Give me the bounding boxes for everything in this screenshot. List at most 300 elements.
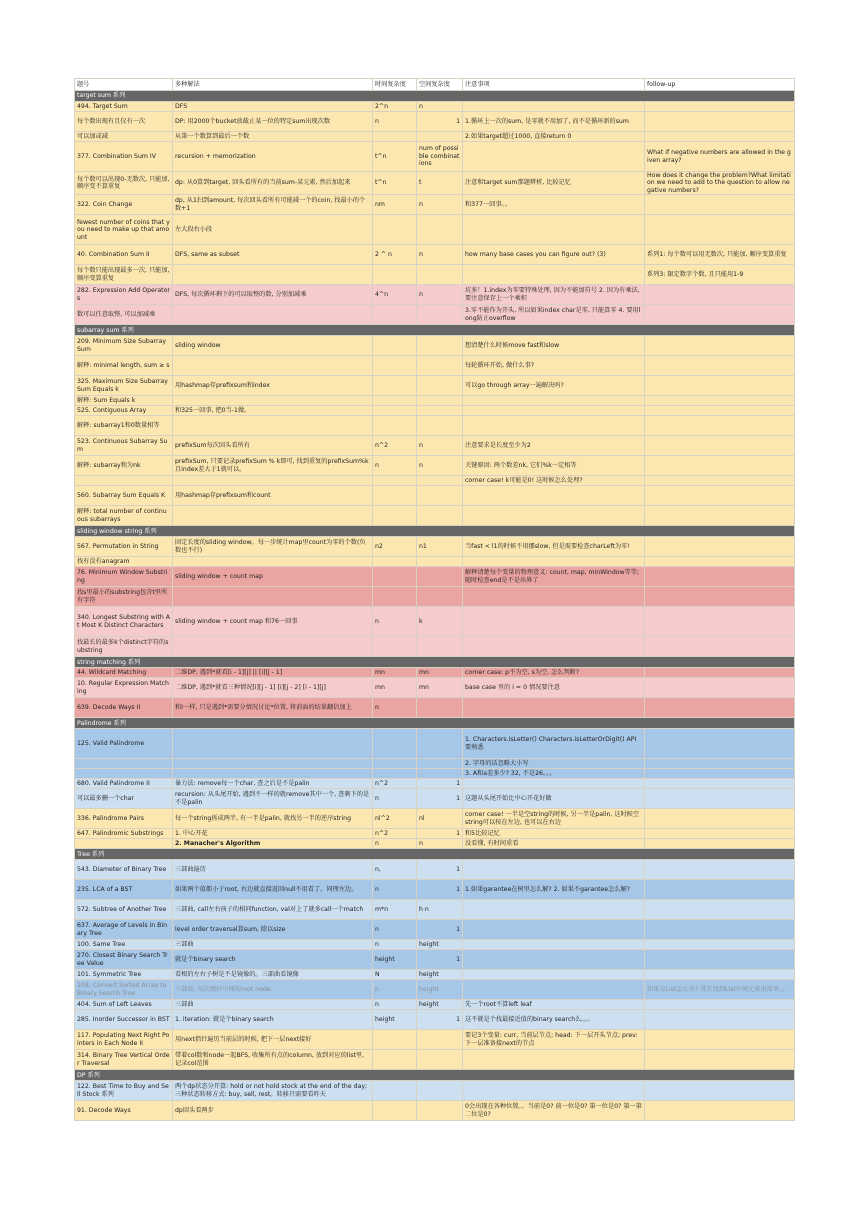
cell-time: n, [373, 860, 417, 880]
section-row [75, 526, 795, 537]
cell-follow-up [645, 839, 795, 849]
cell-problem: 每个数出现有且仅有一次 [75, 112, 173, 132]
cell-time [373, 486, 417, 506]
cell-solution: 如果两个值都小于root, 右边就直接返回null不用看了。同理左边。 [173, 880, 373, 900]
cell-solution: DP: 用2000个bucket放截止某一位的特定sum出现次数 [173, 112, 373, 132]
table-row [75, 142, 795, 172]
cell-problem: 282. Expression Add Operators [75, 285, 173, 305]
cell-problem: 340. Longest Substring with At Most K Distinct Characters [75, 607, 173, 637]
cell-solution: dp: 从0算到target, 回头看所有的当前sum-某元素, 然后加起来 [173, 172, 373, 195]
cell-time [373, 557, 417, 567]
cell-follow-up [645, 1101, 795, 1121]
cell-time [373, 476, 417, 486]
cell-solution: prefixSum, 只要记录prefixSum % k即可, 找到重复的prefixSum%k且index差大于1就可以。 [173, 456, 373, 476]
cell-space: height [417, 1000, 463, 1010]
cell-space [417, 759, 463, 769]
cell-notes: 这题从头尾开始比中心开花好做 [463, 789, 645, 809]
table-row [75, 195, 795, 215]
cell-solution: 两个dp状态分开算: hold or not hold stock at the end of the day; 三种状态转移方式: buy, sell, rest。转移只需要看昨天 [173, 1081, 373, 1101]
cell-solution: 二维DP, 遇到*就看[i - 1][j] || [i][j - 1] [173, 668, 373, 678]
cell-notes: 关键原因: 两个数差nk, 它们%k一定相等 [463, 456, 645, 476]
cell-follow-up [645, 557, 795, 567]
cell-problem: 322. Coin Change [75, 195, 173, 215]
table-row [75, 112, 795, 132]
cell-problem: 560. Subarray Sum Equals K [75, 486, 173, 506]
cell-time [373, 336, 417, 356]
cell-problem: 543. Diameter of Binary Tree [75, 860, 173, 880]
cell-notes: 想清楚什么时候move fast和slow [463, 336, 645, 356]
section-row [75, 1070, 795, 1081]
table-row [75, 172, 795, 195]
cell-follow-up [645, 829, 795, 839]
cell-solution: 左大段右小段 [173, 215, 373, 245]
cell-notes: 要记3个变量: curr, 当前层节点; head: 下一层开头节点; prev: 下一层准备接next的节点 [463, 1030, 645, 1050]
cell-follow-up [645, 112, 795, 132]
cell-time: n [373, 789, 417, 809]
cell-space [417, 557, 463, 567]
cell-problem: 解释: Sum Equals k [75, 396, 173, 406]
cell-time [373, 567, 417, 587]
cell-space: height [417, 970, 463, 980]
table-row [75, 970, 795, 980]
cell-notes: 2.如果target超过1000, 直接return 0 [463, 132, 645, 142]
cell-solution [173, 557, 373, 567]
cell-space: n [417, 195, 463, 215]
table-row [75, 769, 795, 779]
section-title: subarray sum 系列 [75, 325, 795, 336]
table-row [75, 809, 795, 829]
table-row [75, 537, 795, 557]
cell-space [417, 1081, 463, 1101]
cell-follow-up [645, 102, 795, 112]
cell-time: n [373, 607, 417, 637]
cell-solution: 1. iteration: 就是个binary search [173, 1010, 373, 1030]
cell-solution: 和I一样, 只是遇到*需要分情况讨论*位置, 将前面的结果翻倍加上 [173, 698, 373, 718]
cell-space: k [417, 607, 463, 637]
section-title: DP 系列 [75, 1070, 795, 1081]
cell-notes: 可以go through array一遍解决吗? [463, 376, 645, 396]
cell-time [373, 406, 417, 416]
cell-time [373, 1081, 417, 1101]
cell-solution: sliding window + count map [173, 567, 373, 587]
cell-problem: 117. Populating Next Right Pointers in Each Node II [75, 1030, 173, 1050]
cell-problem: 235. LCA of a BST [75, 880, 173, 900]
cell-follow-up: 系列3: 限定数字个数, 且只能用1-9 [645, 265, 795, 285]
cell-space [417, 769, 463, 779]
cell-time: n [373, 112, 417, 132]
cell-solution: 用hashmap存prefixsum和index [173, 376, 373, 396]
cell-space: n [417, 102, 463, 112]
cell-notes: 1.如果garantee在树里怎么解? 2. 如果不garantee怎么解? [463, 880, 645, 900]
section-row [75, 718, 795, 729]
cell-time [373, 356, 417, 376]
cell-space: 1 [417, 829, 463, 839]
cell-space [417, 476, 463, 486]
cell-time: n^2 [373, 436, 417, 456]
table-row [75, 759, 795, 769]
cell-notes: corner case! 一半是空string的时候, 另一半是palin, 这时候空string可以按在左边, 也可以在右边 [463, 809, 645, 829]
cell-follow-up [645, 396, 795, 406]
cell-notes: 3. A和a差多少? 32, 不是26。。。 [463, 769, 645, 779]
cell-follow-up: What if negative numbers are allowed in the given array? [645, 142, 795, 172]
cell-solution: 每一个string拆成两半, 有一半是palin, 就找另一半的逆序string [173, 809, 373, 829]
table-row [75, 1050, 795, 1070]
cell-time: height [373, 950, 417, 970]
table-row [75, 668, 795, 678]
cell-solution [173, 356, 373, 376]
cell-problem: 494. Target Sum [75, 102, 173, 112]
section-row [75, 91, 795, 102]
cell-problem: 639. Decode Ways II [75, 698, 173, 718]
cell-notes: 1. Characters.isLetter() Characters.isLetterOrDigit() API要熟悉 [463, 729, 645, 759]
cell-space [417, 265, 463, 285]
cell-follow-up [645, 779, 795, 789]
cell-space [417, 132, 463, 142]
cell-time: n [373, 980, 417, 1000]
cell-time [373, 587, 417, 607]
cell-follow-up [645, 537, 795, 557]
cell-solution: 三部曲 [173, 940, 373, 950]
cell-space: 1 [417, 789, 463, 809]
cell-notes: 和5比较记忆 [463, 829, 645, 839]
table-row [75, 980, 795, 1000]
table-row [75, 356, 795, 376]
section-title: Palindrome 系列 [75, 718, 795, 729]
cell-problem: 325. Maximum Size Subarray Sum Equals k [75, 376, 173, 396]
cell-problem: 数可以任意取整, 可以加减乘 [75, 305, 173, 325]
cell-problem: 91. Decode Ways [75, 1101, 173, 1121]
cell-solution [173, 506, 373, 526]
cell-space: 1 [417, 950, 463, 970]
cell-time: N [373, 970, 417, 980]
cell-solution [173, 769, 373, 779]
table-row [75, 950, 795, 970]
cell-time: n2 [373, 537, 417, 557]
cell-solution [173, 637, 373, 657]
cell-solution: 二维DP, 遇到*就看三种情况[i][j - 1] [i][j - 2] [i - 1][j] [173, 678, 373, 698]
cell-follow-up [645, 376, 795, 396]
cell-notes [463, 970, 645, 980]
cell-time: n [373, 1000, 417, 1010]
cell-time: n [373, 920, 417, 940]
cell-problem: 525. Contiguous Array [75, 406, 173, 416]
cell-solution [173, 305, 373, 325]
cell-follow-up [645, 920, 795, 940]
cell-notes: 这不就是个找最接近值的binary search么。。。 [463, 1010, 645, 1030]
cell-time [373, 265, 417, 285]
cell-space [417, 396, 463, 406]
cell-notes [463, 406, 645, 416]
cell-problem: 找最长的最多k个distinct字符的substring [75, 637, 173, 657]
cell-solution: DFS, same as subset [173, 245, 373, 265]
table-row [75, 436, 795, 456]
cell-notes: 注意和target sum那题辨析, 比较记忆 [463, 172, 645, 195]
cell-notes: 1.循环上一次的sum, 是零就不用加了, 而不是循环新的sum [463, 112, 645, 132]
cell-space: mn [417, 678, 463, 698]
cell-space [417, 587, 463, 607]
table-row [75, 1010, 795, 1030]
section-row [75, 657, 795, 668]
cell-problem: 572. Subtree of Another Tree [75, 900, 173, 920]
cell-follow-up [645, 195, 795, 215]
table-row [75, 1101, 795, 1121]
cell-space: nl [417, 809, 463, 829]
table-row [75, 789, 795, 809]
cell-follow-up [645, 950, 795, 970]
cell-space: n [417, 245, 463, 265]
cell-solution [173, 759, 373, 769]
cell-follow-up [645, 1050, 795, 1070]
cell-follow-up [645, 789, 795, 809]
cell-notes [463, 557, 645, 567]
cell-notes [463, 860, 645, 880]
cell-solution: 三部曲 [173, 1000, 373, 1010]
cell-problem: 285. Inorder Successor in BST [75, 1010, 173, 1030]
table-row [75, 245, 795, 265]
cell-problem: 解释: subarray和为nk [75, 456, 173, 476]
cell-time: nl^2 [373, 809, 417, 829]
cell-space: 1 [417, 860, 463, 880]
cell-follow-up [645, 809, 795, 829]
cell-problem: 336. Palindrome Pairs [75, 809, 173, 829]
cell-space: 1 [417, 1010, 463, 1030]
table-row [75, 486, 795, 506]
cell-follow-up [645, 1030, 795, 1050]
cell-notes: 和377一回事。。 [463, 195, 645, 215]
cell-notes: how many base cases you can figure out? (3) [463, 245, 645, 265]
cell-notes [463, 215, 645, 245]
cell-solution [173, 729, 373, 759]
cell-time [373, 637, 417, 657]
cell-problem: 377. Combination Sum IV [75, 142, 173, 172]
cell-follow-up [645, 132, 795, 142]
cell-time: t^n [373, 172, 417, 195]
cell-solution: 看根的左右子树是不是镜像的。三部曲看镜像 [173, 970, 373, 980]
cell-time [373, 416, 417, 436]
cell-time: 4^n [373, 285, 417, 305]
cell-space: height [417, 940, 463, 950]
table-row [75, 829, 795, 839]
cell-time: m*n [373, 900, 417, 920]
cell-space [417, 1030, 463, 1050]
cell-time: mn [373, 678, 417, 698]
cell-solution: 2. Manacher's Algorithm [173, 839, 373, 849]
cell-follow-up [645, 860, 795, 880]
cell-follow-up [645, 336, 795, 356]
cell-space [417, 1050, 463, 1070]
cell-problem: 解释: total number of continuous subarrays [75, 506, 173, 526]
cell-notes [463, 1050, 645, 1070]
cell-solution: recursion: 从头尾开始, 遇到不一样的就remove其中一个, 查剩下的是不是palin [173, 789, 373, 809]
cell-time: nm [373, 195, 417, 215]
cell-solution: 和325一回事, 把0当-1做。 [173, 406, 373, 416]
cell-notes: 注意要求是长度至少为2 [463, 436, 645, 456]
cell-time: mn [373, 668, 417, 678]
cell-problem: 314. Binary Tree Vertical Order Traversal [75, 1050, 173, 1070]
cell-notes [463, 587, 645, 607]
cell-space: num of possible combinations [417, 142, 463, 172]
cell-notes [463, 506, 645, 526]
cell-problem: 找有没有anagram [75, 557, 173, 567]
cell-follow-up: 如果是List怎么办? 其实找到List中间元素很简单。。 [645, 980, 795, 1000]
cell-time: n [373, 940, 417, 950]
cell-problem: 209. Minimum Size Subarray Sum [75, 336, 173, 356]
cell-space [417, 356, 463, 376]
table-row [75, 406, 795, 416]
cell-problem: 523. Continuous Subarray Sum [75, 436, 173, 456]
table-row [75, 920, 795, 940]
cell-solution: sliding window [173, 336, 373, 356]
cell-space: n1 [417, 537, 463, 557]
cell-follow-up [645, 476, 795, 486]
cell-space: 1 [417, 779, 463, 789]
cell-space: mn [417, 668, 463, 678]
cell-problem: 40. Combination Sum II [75, 245, 173, 265]
cell-space: n [417, 839, 463, 849]
cell-follow-up [645, 215, 795, 245]
cell-problem: 680. Valid Palindrome II [75, 779, 173, 789]
cell-solution: 固定长度的sliding window。每一步统计map里count为零的个数(负数也不行) [173, 537, 373, 557]
cell-follow-up [645, 587, 795, 607]
cell-time [373, 396, 417, 406]
cell-space [417, 637, 463, 657]
cell-space [417, 416, 463, 436]
cell-solution [173, 587, 373, 607]
cell-problem: 解释: minimal length, sum ≥ s [75, 356, 173, 376]
table-row [75, 265, 795, 285]
header-time-complexity: 时间复杂度 [373, 79, 417, 91]
cell-time [373, 506, 417, 526]
cell-problem: 125. Valid Palindrome [75, 729, 173, 759]
table-row [75, 1081, 795, 1101]
cell-solution: sliding window + count map 和76一回事 [173, 607, 373, 637]
cell-follow-up [645, 406, 795, 416]
cell-solution: DFS, 每次循环剩下的可以取整的数, 分别加减乘 [173, 285, 373, 305]
cell-space [417, 336, 463, 356]
cell-notes: base case 里的 i = 0 情况要注意 [463, 678, 645, 698]
header-solutions: 多种解法 [173, 79, 373, 91]
cell-time [373, 376, 417, 396]
cell-time: height [373, 1010, 417, 1030]
cell-notes [463, 637, 645, 657]
cell-follow-up [645, 729, 795, 759]
cell-space: 1 [417, 920, 463, 940]
cell-problem: 每个数只能出现最多一次, 只能加, 顺序变算重复 [75, 265, 173, 285]
cell-follow-up [645, 1081, 795, 1101]
cell-follow-up [645, 940, 795, 950]
cell-problem: 567. Permutation in String [75, 537, 173, 557]
cell-follow-up [645, 285, 795, 305]
cell-notes [463, 1081, 645, 1101]
cell-time: t^n [373, 142, 417, 172]
cell-follow-up [645, 880, 795, 900]
cell-problem: 76. Minimum Window Substring [75, 567, 173, 587]
cell-solution: DFS [173, 102, 373, 112]
cell-space: h n [417, 900, 463, 920]
cell-time [373, 1050, 417, 1070]
cell-problem: 101. Symmetric Tree [75, 970, 173, 980]
cell-time: n^2 [373, 829, 417, 839]
table-row [75, 336, 795, 356]
cell-solution [173, 416, 373, 436]
cell-problem: 647. Palindromic Substrings [75, 829, 173, 839]
cell-space [417, 305, 463, 325]
cell-notes [463, 779, 645, 789]
cell-follow-up [645, 678, 795, 698]
cell-time [373, 769, 417, 779]
cell-space: 1 [417, 880, 463, 900]
cell-notes: 2. 字母的话忽略大小写 [463, 759, 645, 769]
cell-solution [173, 476, 373, 486]
table-row [75, 456, 795, 476]
cell-problem: 10. Regular Expression Matching [75, 678, 173, 698]
cell-notes [463, 607, 645, 637]
cell-solution: dp, 从1扫到amount, 每次回头看所有可能减一个的coin, 找最小的个数+1 [173, 195, 373, 215]
cell-solution: recursion + memorization [173, 142, 373, 172]
cell-notes [463, 142, 645, 172]
table-row [75, 698, 795, 718]
cell-problem [75, 759, 173, 769]
table-row [75, 637, 795, 657]
cell-time [373, 132, 417, 142]
cell-notes: 没看懂, 有时间重看 [463, 839, 645, 849]
cell-problem: 找s里最小的substring包含t里所有字符 [75, 587, 173, 607]
cell-problem: 108. Convert Sorted Array to Binary Search Tree [75, 980, 173, 1000]
cell-follow-up [645, 668, 795, 678]
cell-space: t [417, 172, 463, 195]
header-problem: 题号 [75, 79, 173, 91]
cell-solution: 暴力法: remove每一个char, 查之后是不是palin [173, 779, 373, 789]
table-row [75, 678, 795, 698]
cell-solution: 三部曲, 每次做好中间的root node [173, 980, 373, 1000]
cell-follow-up [645, 759, 795, 769]
cell-notes: corner case! k可能是0! 这时候怎么处理? [463, 476, 645, 486]
cell-follow-up [645, 305, 795, 325]
cell-problem [75, 476, 173, 486]
section-row [75, 325, 795, 336]
cell-follow-up [645, 698, 795, 718]
cell-space [417, 376, 463, 396]
cell-problem: 637. Average of Levels in Binary Tree [75, 920, 173, 940]
section-title: sliding window string 系列 [75, 526, 795, 537]
header-row [75, 79, 795, 91]
cell-space: 1 [417, 112, 463, 132]
cell-notes: 每轮循环开始, 做什么事? [463, 356, 645, 376]
cell-notes [463, 102, 645, 112]
cell-problem: 44. Wildcard Matching [75, 668, 173, 678]
cell-solution [173, 396, 373, 406]
table-row [75, 567, 795, 587]
cell-follow-up [645, 900, 795, 920]
table-row [75, 285, 795, 305]
cell-time [373, 305, 417, 325]
cell-time [373, 759, 417, 769]
cell-time [373, 729, 417, 759]
cell-problem: 可以加或减 [75, 132, 173, 142]
cell-space [417, 486, 463, 506]
table-row [75, 587, 795, 607]
cell-problem: 解释: subarray1和0数量相等 [75, 416, 173, 436]
cell-space: height [417, 980, 463, 1000]
table-row [75, 215, 795, 245]
table-row [75, 860, 795, 880]
cell-follow-up [645, 607, 795, 637]
cell-follow-up: 系列1: 每个数可以用无数次, 只能加, 顺序变算重复 [645, 245, 795, 265]
table-row [75, 940, 795, 950]
cell-problem [75, 839, 173, 849]
table-row [75, 476, 795, 486]
cell-follow-up [645, 970, 795, 980]
